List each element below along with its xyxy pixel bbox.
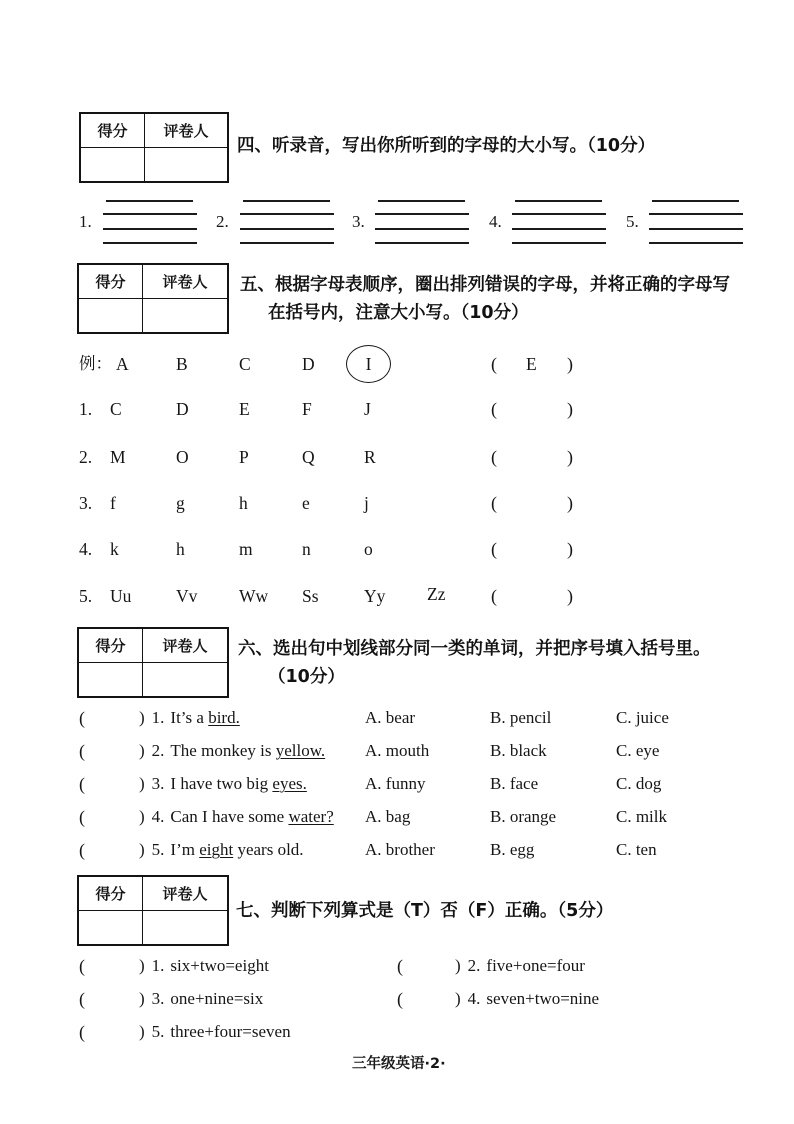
item-number: 3. bbox=[352, 212, 365, 231]
example-row bbox=[0, 353, 794, 375]
answer-bracket-open: ( bbox=[491, 586, 497, 606]
bracket-close: ) bbox=[455, 989, 461, 1008]
sentence-text: It’s a bbox=[170, 708, 209, 727]
option-a: A. funny bbox=[365, 774, 426, 793]
writing-line bbox=[375, 242, 469, 244]
letter: Zz bbox=[427, 584, 446, 604]
option-a: A. bear bbox=[365, 708, 416, 727]
score-box-section-4 bbox=[79, 112, 229, 183]
writing-lines-5 bbox=[649, 199, 743, 245]
writing-line bbox=[240, 228, 334, 230]
letter-row-5 bbox=[0, 585, 794, 607]
bracket-open: ( bbox=[79, 741, 85, 761]
question-row-4 bbox=[0, 806, 794, 828]
letter: A bbox=[116, 354, 129, 374]
writing-line bbox=[378, 200, 465, 202]
answer-bracket-close: ) bbox=[567, 354, 573, 374]
question-row-2 bbox=[0, 740, 794, 762]
question-text bbox=[139, 773, 307, 795]
question-number: 3. bbox=[151, 774, 165, 793]
letter: e bbox=[302, 493, 310, 513]
writing-line bbox=[240, 213, 334, 215]
page-footer: 三年级英语·2· bbox=[352, 1056, 446, 1072]
letter: Ww bbox=[239, 586, 269, 606]
option-a: A. mouth bbox=[365, 741, 430, 760]
letter: D bbox=[176, 399, 189, 419]
answer-bracket-close: ) bbox=[567, 399, 573, 419]
underlined-word: water? bbox=[288, 807, 334, 826]
equation-item bbox=[139, 988, 263, 1010]
bracket-close: ) bbox=[139, 807, 145, 826]
letter: C bbox=[110, 399, 122, 419]
sentence-text-end: years old. bbox=[233, 840, 304, 859]
writing-line bbox=[103, 228, 197, 230]
judgement-row-1 bbox=[0, 955, 794, 977]
bracket-close: ) bbox=[139, 741, 145, 760]
score-box-section-5 bbox=[77, 263, 229, 334]
score-box-section-7 bbox=[77, 875, 229, 946]
item-number: 5. bbox=[151, 1022, 165, 1041]
sentence-text: I have two big bbox=[170, 774, 273, 793]
answer-bracket-open: ( bbox=[491, 539, 497, 559]
writing-line bbox=[649, 228, 743, 230]
bracket-open: ( bbox=[79, 774, 85, 794]
section-7-title: 七、判断下列算式是（T）否（F）正确。（5分） bbox=[236, 901, 614, 921]
writing-lines-4 bbox=[512, 199, 606, 245]
item-number: 4. bbox=[467, 989, 481, 1008]
letter: R bbox=[364, 447, 376, 467]
letter: o bbox=[364, 539, 373, 559]
circled-letter: I bbox=[346, 345, 391, 383]
equation-item bbox=[139, 955, 269, 977]
item-number: 5. bbox=[79, 586, 93, 606]
letter: h bbox=[176, 539, 185, 559]
letter: B bbox=[176, 354, 188, 374]
sentence-text: I’m bbox=[170, 840, 200, 859]
score-label: 得分 bbox=[79, 265, 143, 299]
item-number: 3. bbox=[151, 989, 165, 1008]
grader-cell bbox=[145, 148, 227, 181]
answer-bracket-open: ( bbox=[491, 399, 497, 419]
option-c: C. milk bbox=[616, 807, 668, 826]
bracket-close: ) bbox=[139, 956, 145, 975]
option-b: B. pencil bbox=[490, 708, 552, 727]
score-label: 得分 bbox=[79, 877, 143, 911]
grader-label: 评卷人 bbox=[143, 265, 227, 299]
option-b: B. egg bbox=[490, 840, 535, 859]
writing-line bbox=[515, 200, 602, 202]
option-b: B. black bbox=[490, 741, 547, 760]
writing-line bbox=[103, 213, 197, 215]
writing-line bbox=[243, 200, 330, 202]
answer-bracket-close: ) bbox=[567, 586, 573, 606]
option-b: B. face bbox=[490, 774, 539, 793]
judgement-row-3 bbox=[0, 1021, 794, 1043]
equation-text: six+two=eight bbox=[170, 956, 269, 975]
answer-bracket-close: ) bbox=[567, 539, 573, 559]
question-number: 4. bbox=[151, 807, 165, 826]
option-c: C. ten bbox=[616, 840, 657, 859]
question-row-3 bbox=[0, 773, 794, 795]
example-answer: E bbox=[526, 354, 537, 374]
underlined-word: eight bbox=[199, 840, 234, 859]
writing-line bbox=[512, 213, 606, 215]
writing-line bbox=[652, 200, 739, 202]
item-number: 5. bbox=[626, 212, 639, 231]
underlined-word: eyes. bbox=[272, 774, 307, 793]
score-cell bbox=[79, 911, 143, 944]
sentence-text: Can I have some bbox=[170, 807, 289, 826]
item-number: 1. bbox=[151, 956, 165, 975]
equation-item bbox=[139, 1021, 291, 1043]
writing-line bbox=[375, 228, 469, 230]
bracket-close: ) bbox=[139, 708, 145, 727]
answer-bracket-open: ( bbox=[491, 354, 497, 374]
letter: g bbox=[176, 493, 185, 513]
grader-label: 评卷人 bbox=[143, 877, 227, 911]
score-cell bbox=[79, 299, 143, 332]
letter-row-3 bbox=[0, 492, 794, 514]
score-label: 得分 bbox=[79, 629, 143, 663]
question-text bbox=[139, 707, 240, 729]
grader-cell bbox=[143, 299, 227, 332]
letter: P bbox=[239, 447, 249, 467]
question-row-5 bbox=[0, 839, 794, 861]
answer-bracket-close: ) bbox=[567, 493, 573, 513]
question-text bbox=[139, 806, 334, 828]
question-text bbox=[139, 740, 325, 762]
letter: n bbox=[302, 539, 311, 559]
writing-line bbox=[649, 213, 743, 215]
letter: D bbox=[302, 354, 315, 374]
writing-line bbox=[512, 242, 606, 244]
grader-cell bbox=[143, 911, 227, 944]
underlined-word: yellow. bbox=[275, 741, 326, 760]
bracket-open: ( bbox=[79, 956, 85, 976]
grader-label: 评卷人 bbox=[143, 629, 227, 663]
writing-line bbox=[649, 242, 743, 244]
item-number: 1. bbox=[79, 399, 93, 419]
letter: M bbox=[110, 447, 126, 467]
bracket-close: ) bbox=[139, 1022, 145, 1041]
question-number: 1. bbox=[151, 708, 165, 727]
option-c: C. dog bbox=[616, 774, 662, 793]
equation-item bbox=[455, 988, 599, 1010]
letter: J bbox=[364, 399, 371, 419]
bracket-open: ( bbox=[79, 989, 85, 1009]
judgement-row-2 bbox=[0, 988, 794, 1010]
bracket-open: ( bbox=[79, 807, 85, 827]
letter: Q bbox=[302, 447, 315, 467]
letter: f bbox=[110, 493, 116, 513]
answer-bracket-close: ) bbox=[567, 447, 573, 467]
answer-bracket-open: ( bbox=[491, 493, 497, 513]
section-5-title-line-2: 在括号内，注意大小写。（10分） bbox=[268, 303, 529, 323]
writing-lines-1 bbox=[103, 199, 197, 245]
grader-cell bbox=[143, 663, 227, 696]
letter: m bbox=[239, 539, 253, 559]
bracket-open: ( bbox=[397, 989, 403, 1009]
letter: F bbox=[302, 399, 312, 419]
letter: k bbox=[110, 539, 119, 559]
writing-line bbox=[103, 242, 197, 244]
letter: Yy bbox=[364, 586, 386, 606]
writing-line bbox=[240, 242, 334, 244]
item-number: 2. bbox=[216, 212, 229, 231]
item-number: 3. bbox=[79, 493, 93, 513]
writing-line bbox=[512, 228, 606, 230]
letter-row-4 bbox=[0, 538, 794, 560]
option-a: A. bag bbox=[365, 807, 411, 826]
section-6-title-line-1: 六、选出句中划线部分同一类的单词，并把序号填入括号里。 bbox=[238, 639, 711, 659]
option-a: A. brother bbox=[365, 840, 435, 859]
question-number: 2. bbox=[151, 741, 165, 760]
answer-bracket-open: ( bbox=[491, 447, 497, 467]
score-cell bbox=[81, 148, 145, 181]
letter-row-2 bbox=[0, 446, 794, 468]
equation-text: seven+two=nine bbox=[486, 989, 600, 1008]
letter: Ss bbox=[302, 586, 319, 606]
option-b: B. orange bbox=[490, 807, 557, 826]
bracket-open: ( bbox=[79, 840, 85, 860]
item-number: 4. bbox=[79, 539, 93, 559]
letter: Uu bbox=[110, 586, 132, 606]
letter: h bbox=[239, 493, 248, 513]
bracket-open: ( bbox=[79, 708, 85, 728]
score-cell bbox=[79, 663, 143, 696]
question-row-1 bbox=[0, 707, 794, 729]
item-number: 2. bbox=[79, 447, 93, 467]
bracket-open: ( bbox=[79, 1022, 85, 1042]
writing-line bbox=[375, 213, 469, 215]
letter: C bbox=[239, 354, 251, 374]
equation-item bbox=[455, 955, 585, 977]
writing-lines-3 bbox=[375, 199, 469, 245]
letter: j bbox=[364, 493, 369, 513]
letter-row-1 bbox=[0, 398, 794, 420]
writing-lines-2 bbox=[240, 199, 334, 245]
bracket-close: ) bbox=[139, 774, 145, 793]
writing-line bbox=[106, 200, 193, 202]
sentence-text: The monkey is bbox=[170, 741, 276, 760]
letter: E bbox=[239, 399, 250, 419]
equation-text: three+four=seven bbox=[170, 1022, 291, 1041]
bracket-close: ) bbox=[139, 989, 145, 1008]
grader-label: 评卷人 bbox=[145, 114, 227, 148]
section-4-title: 四、听录音，写出你所听到的字母的大小写。（10分） bbox=[237, 136, 656, 156]
section-5-title-line-1: 五、根据字母表顺序，圈出排列错误的字母，并将正确的字母写 bbox=[240, 275, 730, 295]
example-label: 例： bbox=[79, 354, 112, 373]
equation-text: one+nine=six bbox=[170, 989, 264, 1008]
item-number: 4. bbox=[489, 212, 502, 231]
question-number: 5. bbox=[151, 840, 165, 859]
score-label: 得分 bbox=[81, 114, 145, 148]
score-box-section-6 bbox=[77, 627, 229, 698]
bracket-open: ( bbox=[397, 956, 403, 976]
item-number: 2. bbox=[467, 956, 481, 975]
bracket-close: ) bbox=[139, 840, 145, 859]
item-number: 1. bbox=[79, 212, 92, 231]
section-6-title-line-2: （10分） bbox=[268, 667, 345, 687]
letter: Vv bbox=[176, 586, 198, 606]
bracket-close: ) bbox=[455, 956, 461, 975]
question-text bbox=[139, 839, 304, 861]
underlined-word: bird. bbox=[208, 708, 240, 727]
equation-text: five+one=four bbox=[486, 956, 585, 975]
letter: O bbox=[176, 447, 189, 467]
option-c: C. eye bbox=[616, 741, 660, 760]
option-c: C. juice bbox=[616, 708, 669, 727]
